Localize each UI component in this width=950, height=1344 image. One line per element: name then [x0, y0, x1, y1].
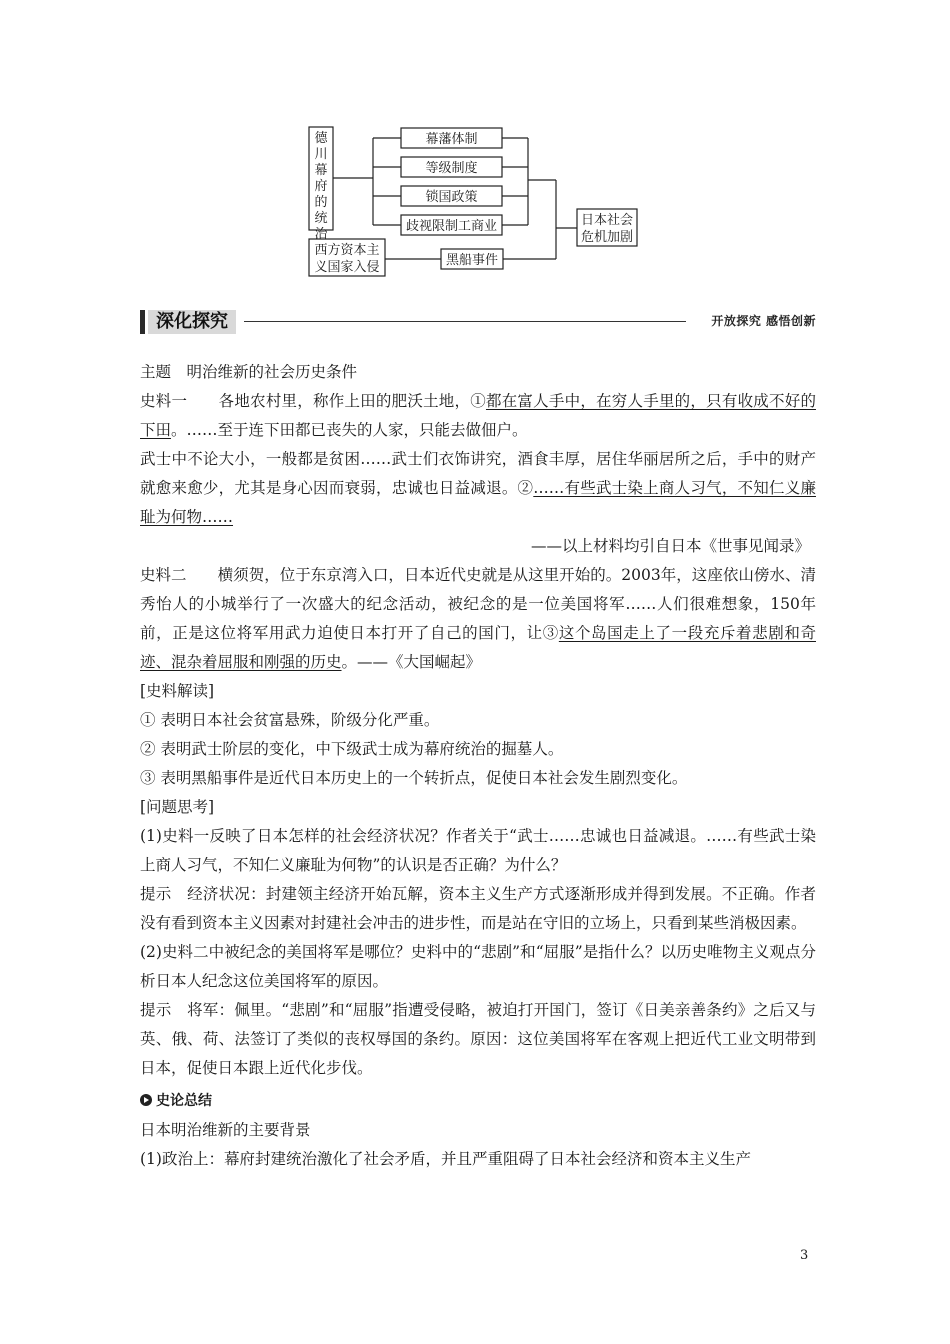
summary-heading	[140, 1087, 816, 1116]
page-number: 3	[800, 1248, 809, 1263]
interpretation-heading: [史料解读]	[140, 682, 215, 700]
tokugawa-rule-char: 的	[314, 195, 328, 210]
questions-heading: [问题思考]	[140, 798, 215, 816]
crisis-line-1: 日本社会	[580, 213, 634, 228]
tokugawa-rule-char: 府	[314, 179, 328, 194]
source1-underlined-1: 都在富人手中，在穷人手里的，只有收成不好的下田	[140, 392, 816, 439]
source2-text-a: 横须贺，位于东京湾入口，日本近代史就是从这里开始的。2003年，这座依山傍水、清秀怡人的小城举行了一次盛大的纪念活动，被纪念的是一位美国将军……人们很难想象，150年前，正是这位将军用武力迫使日本打开了自己的国门，让③	[140, 566, 816, 642]
source1-label: 史料一	[140, 392, 188, 410]
source1-text-b: 。……至于连下田都已丧失的人家，只能去做佃户。	[171, 421, 528, 439]
interpretation-item-2: ② 表明武士阶层的变化，中下级武士成为幕府统治的掘墓人。	[140, 740, 564, 758]
source1-underlined-2: ……有些武士染上商人习气，不知仁义廉耻为何物……	[140, 479, 816, 526]
section-bar	[140, 310, 145, 334]
section-title: 深化探究	[148, 310, 236, 334]
section-subtitle: 开放探究 感悟创新	[711, 314, 816, 328]
source2-paragraph	[140, 561, 816, 677]
section-header	[140, 306, 816, 338]
tokugawa-rule-char: 治	[314, 227, 328, 242]
source1-paragraph1	[140, 387, 816, 445]
source1-text-a: 各地农村里，称作上田的肥沃土地，①	[218, 392, 486, 410]
item-label-4: 歧视限制工商业	[405, 219, 498, 234]
tokugawa-rule-label	[314, 131, 328, 242]
question-1: (1)史料一反映了日本怎样的社会经济状况？作者关于“武士……忠诚也日益减退。……有些武士染上商人习气，不知仁义廉耻为何物”的认识是否正确？为什么？	[140, 827, 816, 874]
summary-heading-text: 史论总结	[156, 1093, 212, 1109]
source2-text-b: 。——《大国崛起》	[341, 653, 482, 671]
interpretation-item-3: ③ 表明黑船事件是近代日本历史上的一个转折点，促使日本社会发生剧烈变化。	[140, 769, 688, 787]
western-invasion-line-1: 西方资本主	[314, 243, 380, 258]
answer-2: 提示 将军：佩里。“悲剧”和“屈服”指遭受侵略，被迫打开国门，签订《日美亲善条约》之后又与英、俄、荷、法签订了类似的丧权辱国的条约。原因：这位美国将军在客观上把近代工业文明带到日本，促使日本跟上近代化步伐。	[140, 1001, 816, 1077]
summary-item-1: (1)政治上：幕府封建统治激化了社会矛盾，并且严重阻碍了日本社会经济和资本主义生产	[140, 1150, 751, 1168]
source2-label: 史料二	[140, 566, 187, 584]
item-label-2: 等级制度	[425, 161, 478, 176]
section-rule	[244, 321, 686, 322]
item-label-1: 幕藩体制	[425, 132, 478, 147]
answer-1: 提示 经济状况：封建领主经济开始瓦解，资本主义生产方式逐渐形成并得到发展。不正确。作者没有看到资本主义因素对封建社会冲击的进步性，而是站在守旧的立场上，只看到某些消极因素。	[140, 885, 816, 932]
summary-title: 日本明治维新的主要背景	[140, 1121, 311, 1139]
crisis-line-2: 危机加剧	[580, 230, 634, 245]
play-circle-icon	[140, 1094, 152, 1106]
source1-p2-text: 武士中不论大小，一般都是贫困……武士们衣饰讲究，酒食丰厚，居住华丽居所之后，手中的财产就愈来愈少，尤其是身心因而衰弱，忠诚也日益减退。②	[140, 450, 816, 497]
tokugawa-rule-char: 统	[314, 211, 328, 226]
source1-citation: ——以上材料均引自日本《世事见闻录》	[530, 537, 810, 555]
tokugawa-rule-char: 幕	[314, 163, 328, 178]
western-invasion-line-2: 义国家入侵	[314, 260, 380, 275]
item-label-3: 锁国政策	[425, 190, 478, 205]
topic-title: 主题 明治维新的社会历史条件	[140, 363, 358, 381]
tokugawa-rule-char: 德	[314, 131, 328, 146]
black-ship-label: 黑船事件	[445, 253, 499, 268]
question-2: (2)史料二中被纪念的美国将军是哪位？史料中的“悲剧”和“屈服”是指什么？以历史唯物主义观点分析日本人纪念这位美国将军的原因。	[140, 943, 816, 990]
source1-paragraph2	[140, 445, 816, 532]
interpretation-item-1: ① 表明日本社会贫富悬殊，阶级分化严重。	[140, 711, 440, 729]
tokugawa-rule-char: 川	[314, 147, 328, 162]
source2-underlined: 这个岛国走上了一段充斥着悲剧和奇迹、混杂着屈服和刚强的历史	[140, 624, 816, 671]
main-content	[140, 358, 816, 1174]
history-diagram	[0, 0, 950, 300]
